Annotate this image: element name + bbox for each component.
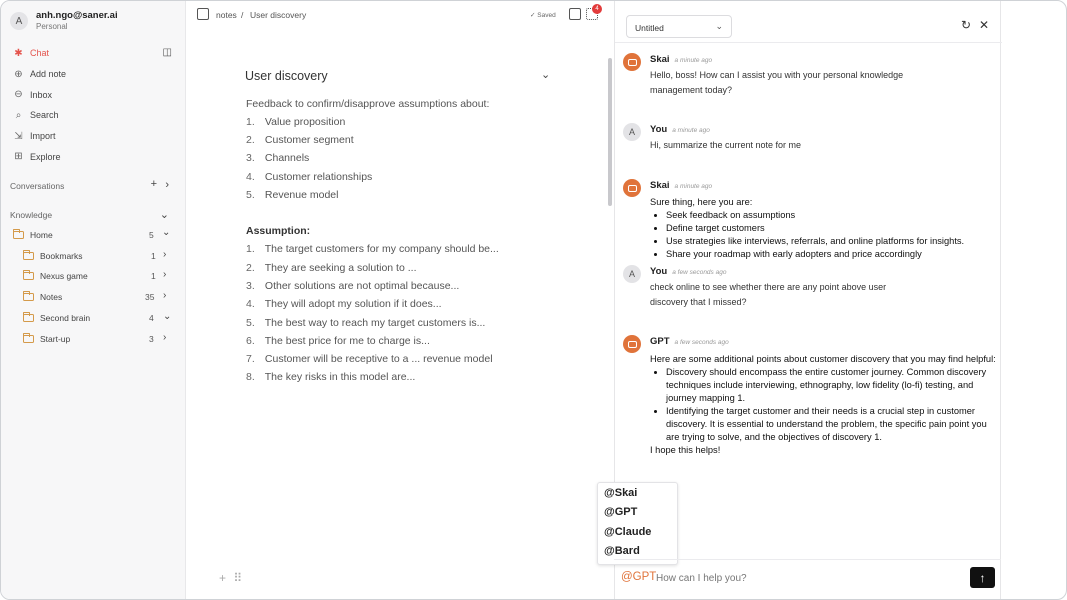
chat-message — [623, 265, 998, 311]
message-time: a minute ago — [674, 183, 713, 190]
list-text: The target customers for my company should be... — [264, 243, 499, 255]
tree-item-start-up[interactable] — [23, 334, 70, 344]
list-text: Channels — [264, 152, 310, 164]
chevron-right-icon[interactable]: › — [163, 290, 167, 301]
breadcrumb-separator: / — [241, 10, 244, 20]
list-number: 2. — [246, 262, 255, 274]
author-name: Skai — [650, 54, 670, 65]
list-item — [246, 353, 493, 365]
list-text: Other solutions are not optimal because... — [264, 280, 460, 292]
sidebar-item-explore[interactable] — [1, 146, 186, 167]
editor-toolbar — [186, 1, 614, 29]
folder-icon — [13, 231, 24, 239]
list-item — [246, 116, 345, 128]
sparkle-icon: ✱ — [14, 47, 23, 59]
account-switcher[interactable] — [10, 10, 118, 32]
message-time: a few seconds ago — [674, 339, 729, 346]
mention-option[interactable]: @Claude — [604, 526, 652, 538]
list-number: 6. — [246, 335, 255, 347]
sidebar-item-label: Explore — [30, 151, 61, 162]
message-author — [650, 266, 726, 277]
tree-item-label: Home — [30, 230, 53, 240]
message-text — [650, 196, 980, 261]
message-list — [666, 366, 1000, 444]
list-number: 4. — [246, 171, 255, 183]
message-intro: Sure thing, here you are: — [650, 197, 753, 207]
chevron-right-icon[interactable]: › — [163, 249, 167, 260]
account-plan: Personal — [36, 22, 68, 31]
robot-icon — [628, 185, 637, 192]
message-time: a minute ago — [674, 57, 713, 64]
list-item: • Share your roadmap with early adopters and price accordingly — [666, 248, 980, 261]
editor-scrollbar[interactable] — [608, 58, 612, 206]
sidebar-item-search[interactable] — [1, 105, 186, 126]
list-number: 3. — [246, 152, 255, 164]
save-status — [530, 11, 556, 19]
message-author — [650, 336, 729, 347]
inbox-icon: ⊖ — [14, 89, 23, 101]
list-item — [246, 171, 372, 183]
chevron-down-icon[interactable]: ⌄ — [163, 311, 172, 322]
section-heading: Assumption: — [246, 225, 311, 237]
folder-icon — [23, 252, 34, 260]
account-email: anh.ngo@saner.ai — [36, 10, 118, 21]
tree-item-label: Nexus game — [40, 271, 88, 281]
list-item: • Identifying the target customer and their needs is a crucial step in customer discovery. It is essential to understand the problem, the specific pain point you are trying to solve, and the objectives of discovery 1. — [666, 405, 1000, 444]
breadcrumb-root[interactable]: notes — [216, 10, 237, 20]
chevron-down-icon[interactable]: ⌄ — [159, 209, 169, 221]
chevron-right-icon[interactable]: › — [163, 332, 167, 343]
list-item — [246, 243, 499, 255]
list-text: They are seeking a solution to ... — [264, 262, 417, 274]
list-text: Value proposition — [264, 116, 346, 128]
conversations-heading: Conversations — [10, 181, 65, 191]
message-time: a few seconds ago — [672, 269, 727, 276]
list-text: The best price for me to charge is... — [264, 335, 430, 347]
chat-message — [623, 179, 998, 261]
message-text: Hi, summarize the current note for me — [650, 140, 802, 150]
chat-input[interactable]: How can I help you? — [656, 573, 747, 584]
block-tools — [219, 571, 242, 585]
tree-item-count: 5 — [149, 230, 154, 240]
list-item — [246, 152, 309, 164]
list-text: Revenue model — [264, 189, 339, 201]
list-item: • Define target customers — [666, 222, 980, 235]
send-button[interactable] — [970, 567, 995, 588]
tree-item-count: 4 — [149, 313, 154, 323]
close-icon[interactable]: ✕ — [979, 18, 990, 32]
split-view-icon[interactable] — [569, 8, 581, 20]
tree-item-notes[interactable] — [23, 292, 62, 302]
conversation-select[interactable] — [626, 15, 732, 38]
user-avatar: A — [623, 265, 641, 283]
list-item — [246, 371, 415, 383]
tree-item-label: Start-up — [40, 334, 71, 344]
message-author — [650, 124, 710, 135]
sidebar-item-add-note[interactable] — [1, 64, 186, 85]
mention-menu — [597, 482, 678, 565]
knowledge-heading: Knowledge — [10, 210, 53, 220]
chevron-right-icon[interactable]: › — [163, 269, 167, 280]
folder-icon — [23, 272, 34, 280]
folder-icon — [23, 335, 34, 343]
message-intro: Here are some additional points about customer discovery that you may find helpful: — [650, 354, 996, 364]
list-number: 1. — [246, 116, 255, 128]
list-number: 3. — [246, 280, 255, 292]
list-number: 8. — [246, 371, 255, 383]
folder-icon — [23, 314, 34, 322]
list-text: Customer segment — [264, 134, 354, 146]
toggle-sidebar-icon[interactable]: ◫ — [162, 47, 172, 58]
list-item: • Discovery should encompass the entire customer journey. Common discovery techniques include interviewing, ethnography, low fidelity (lo-fi) testing, and journey mapping 1. — [666, 366, 1000, 405]
mention-option[interactable]: @Bard — [604, 545, 640, 557]
robot-icon — [628, 59, 637, 66]
author-name: You — [650, 266, 668, 277]
list-item: • Seek feedback on assumptions — [666, 209, 980, 222]
sidebar-item-label: Inbox — [30, 89, 53, 100]
sidebar-item-label: Search — [30, 110, 59, 121]
note-paragraph: Feedback to confirm/disapprove assumptions about: — [246, 98, 490, 110]
sidebar-item-label: Chat — [30, 48, 50, 59]
list-item — [246, 317, 485, 329]
list-text: Customer will be receptive to a ... revenue model — [264, 353, 493, 365]
mention-option[interactable]: @GPT — [604, 506, 638, 518]
tree-item-second-brain[interactable] — [23, 313, 90, 323]
message-author — [650, 54, 712, 65]
mention-tag: @GPT — [621, 571, 657, 583]
tree-item-label: Bookmarks — [40, 251, 83, 261]
sidebar-toggle-icon[interactable] — [197, 8, 209, 20]
list-number: 4. — [246, 298, 255, 310]
note-title[interactable]: User discovery — [245, 69, 328, 83]
chevron-right-icon[interactable]: › — [165, 179, 169, 191]
import-icon: ⇲ — [14, 130, 23, 142]
folder-icon — [23, 293, 34, 301]
list-text: They will adopt my solution if it does... — [264, 298, 442, 310]
author-name: You — [650, 124, 668, 135]
tree-item-count: 35 — [145, 292, 155, 302]
sidebar — [1, 1, 186, 600]
message-text — [650, 353, 1000, 457]
list-text: The best way to reach my target customers is... — [264, 317, 486, 329]
list-item — [246, 335, 430, 347]
message-outro: I hope this helps! — [650, 445, 721, 455]
add-block-icon[interactable]: + — [219, 571, 227, 585]
conversation-select-value: Untitled — [635, 23, 664, 33]
message-time: a minute ago — [672, 127, 710, 134]
list-number: 5. — [246, 317, 255, 329]
list-item — [246, 298, 442, 310]
list-item — [246, 189, 338, 201]
user-avatar: A — [623, 123, 641, 141]
tree-item-label: Second brain — [40, 313, 91, 323]
chevron-down-icon: ⌄ — [715, 21, 723, 31]
notification-badge: 4 — [592, 4, 602, 14]
message-author — [650, 180, 712, 191]
tree-item-home[interactable] — [13, 230, 53, 240]
avatar: A — [10, 12, 28, 30]
message-text: check online to see whether there are any point above user discovery that I missed? — [650, 282, 887, 307]
tree-item-nexus-game[interactable] — [23, 271, 88, 281]
tree-item-count: 3 — [149, 334, 154, 344]
grid-icon: ⊞ — [14, 151, 23, 163]
chevron-down-icon[interactable]: ⌄ — [541, 69, 551, 81]
bot-avatar — [623, 179, 641, 197]
search-icon: ⌕ — [15, 109, 22, 121]
arrow-up-icon: ↑ — [979, 570, 986, 585]
tree-item-count: 1 — [151, 251, 156, 261]
sidebar-item-label: Import — [30, 131, 56, 142]
chat-message — [623, 53, 998, 97]
sidebar-item-import[interactable] — [1, 126, 186, 147]
message-list — [666, 209, 980, 261]
author-name: GPT — [650, 336, 670, 347]
sidebar-item-inbox[interactable] — [1, 84, 186, 105]
chat-header — [615, 1, 1002, 43]
plus-circle-icon: ⊕ — [14, 68, 23, 80]
list-item — [246, 280, 459, 292]
refresh-icon[interactable]: ↻ — [961, 18, 972, 32]
chat-message — [623, 123, 998, 153]
tree-item-label: Notes — [40, 292, 63, 302]
message-text: Hello, boss! How can I assist you with your personal knowledge management today? — [650, 70, 904, 95]
chat-composer[interactable] — [614, 559, 1001, 600]
drag-handle-icon[interactable]: ⠿ — [233, 571, 243, 585]
bot-avatar — [623, 53, 641, 71]
list-item: • Use strategies like interviews, referrals, and online platforms for insights. — [666, 235, 980, 248]
sidebar-item-label: Add note — [30, 69, 67, 80]
chevron-down-icon[interactable]: ⌄ — [162, 227, 171, 238]
robot-icon — [628, 341, 637, 348]
note-editor — [186, 1, 614, 600]
bot-avatar — [623, 335, 641, 353]
author-name: Skai — [650, 180, 670, 191]
list-number: 2. — [246, 134, 255, 146]
list-text: The key risks in this model are... — [264, 371, 416, 383]
sidebar-item-chat[interactable] — [1, 43, 186, 64]
list-item — [246, 134, 354, 146]
list-item — [246, 262, 417, 274]
list-text: Customer relationships — [264, 171, 373, 183]
tree-item-bookmarks[interactable] — [23, 251, 83, 261]
mention-option[interactable]: @Skai — [604, 487, 638, 499]
breadcrumb-current[interactable]: User discovery — [250, 10, 307, 20]
list-number: 7. — [246, 353, 255, 365]
tree-item-count: 1 — [151, 271, 156, 281]
add-conversation-icon[interactable]: + — [150, 178, 157, 190]
chat-message — [623, 335, 998, 459]
check-icon: ✓ — [530, 12, 538, 19]
save-status-label: Saved — [537, 12, 556, 19]
list-number: 1. — [246, 243, 255, 255]
list-number: 5. — [246, 189, 255, 201]
sidebar-nav — [1, 43, 186, 167]
